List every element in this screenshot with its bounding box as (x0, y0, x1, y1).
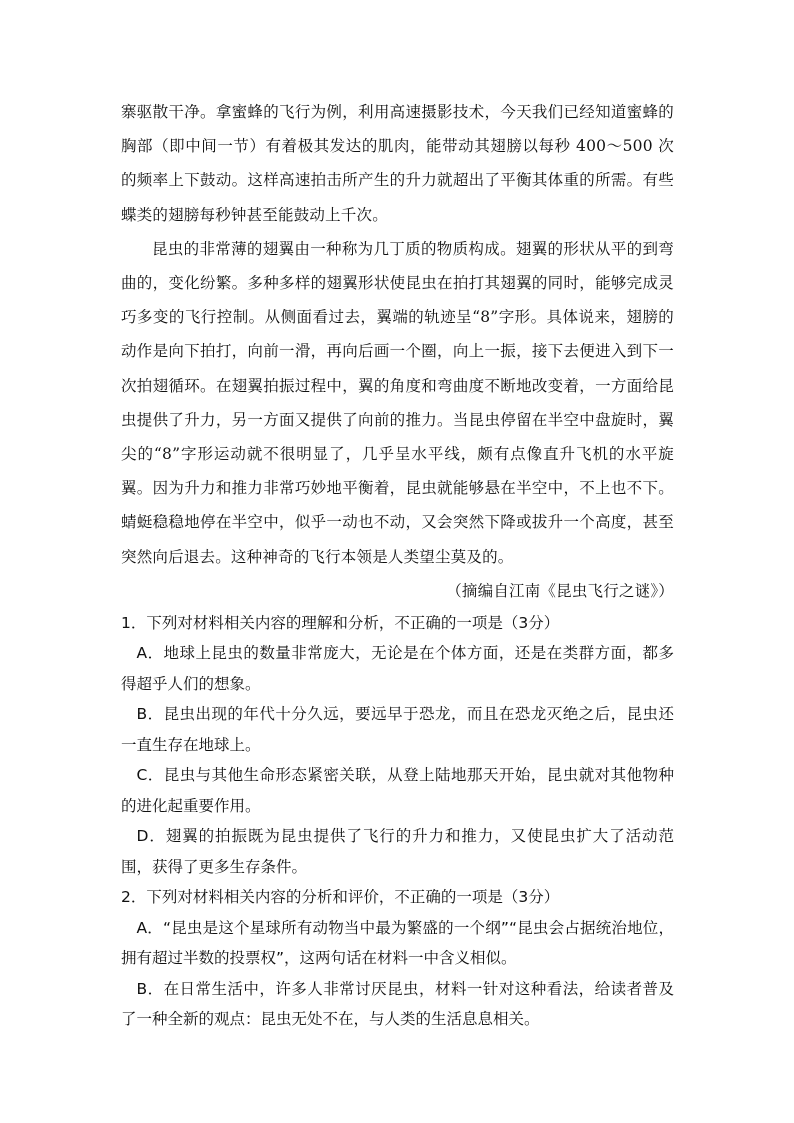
question-2-option-b: B．在日常生活中，许多人非常讨厌昆虫，材料一针对这种看法，给读者普及了一种全新的观点：昆虫无处不在，与人类的生活息息相关。 (121, 979, 674, 1029)
question-1 (121, 608, 674, 883)
question-2 (121, 882, 674, 1035)
passage-source: （摘编自江南《昆虫飞行之谜》） (446, 581, 674, 600)
question-2-stem: 2．下列对材料相关内容的分析和评价，不正确的一项是（3分） (121, 888, 560, 907)
page-content (121, 95, 674, 1035)
passage-paragraph-1: 寨驱散干净。拿蜜蜂的飞行为例，利用高速摄影技术，今天我们已经知道蜜蜂的胸部（即中间一节）有着极其发达的肌肉，能带动其翅膀以每秒 400～500 次的频率上下鼓动。这样高速拍击所产生的升力就超出了平衡其体重的所需。有些蝶类的翅膀每秒钟甚至能鼓动上千次。 (121, 103, 674, 224)
question-1-option-c: C．昆虫与其他生命形态紧密关联，从登上陆地那天开始，昆虫就对其他物种的进化起重要作用。 (121, 766, 674, 815)
question-1-stem: 1．下列对材料相关内容的理解和分析，不正确的一项是（3分） (121, 613, 560, 632)
question-1-option-d: D．翅翼的拍振既为昆虫提供了飞行的升力和推力，又使昆虫扩大了活动范围，获得了更多生存条件。 (121, 827, 674, 876)
question-1-option-a: A．地球上昆虫的数量非常庞大，无论是在个体方面，还是在类群方面，都多得超乎人们的想象。 (121, 644, 674, 693)
question-2-option-a: A．“昆虫是这个星球所有动物当中最为繁盛的一个纲”“昆虫会占据统治地位，拥有超过半数的投票权”，这两句话在材料一中含义相似。 (121, 918, 674, 968)
passage-paragraph-2: 昆虫的非常薄的翅翼由一种称为几丁质的物质构成。翅翼的形状从平的到弯曲的，变化纷繁。多种多样的翅翼形状使昆虫在拍打其翅翼的同时，能够完成灵巧多变的飞行控制。从侧面看过去，翼端的轨迹呈“8”字形。具体说来，翅膀的动作是向下拍打，向前一滑，再向后画一个圈，向上一振，接下去便进入到下一次拍翅循环。在翅翼拍振过程中，翼的角度和弯曲度不断地改变着，一方面给昆虫提供了升力，另一方面又提供了向前的推力。当昆虫停留在半空中盘旋时，翼尖的“8”字形运动就不很明显了，几乎呈水平线，颇有点像直升飞机的水平旋翼。因为升力和推力非常巧妙地平衡着，昆虫就能够悬在半空中，不上也不下。蜻蜓稳稳地停在半空中，似乎一动也不动，又会突然下降或拔升一个高度，甚至突然向后退去。这种神奇的飞行本领是人类望尘莫及的。 (121, 239, 674, 566)
question-1-option-b: B．昆虫出现的年代十分久远，要远早于恐龙，而且在恐龙灭绝之后，昆虫还一直生存在地球上。 (121, 705, 674, 754)
